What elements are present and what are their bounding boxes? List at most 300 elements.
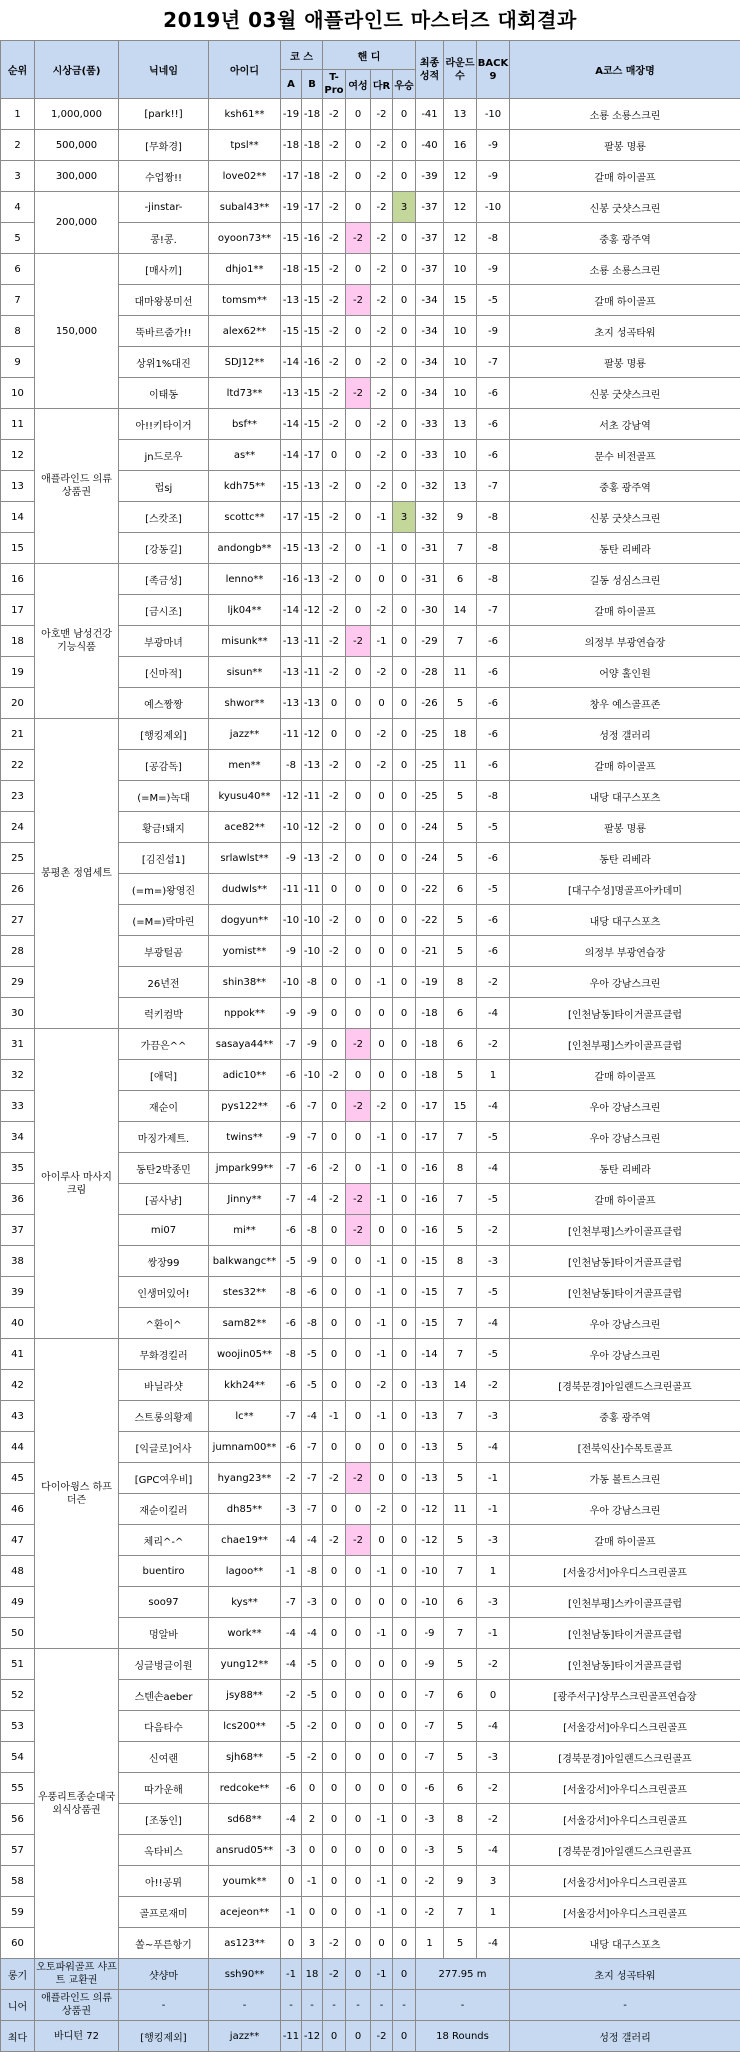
store-cell: 갈매 하이골프 — [510, 750, 740, 781]
back9-cell: -8 — [477, 223, 510, 254]
final-cell: -25 — [416, 719, 444, 750]
course-b-cell: -9 — [302, 998, 323, 1029]
course-a-cell: -7 — [281, 1587, 302, 1618]
course-b-cell: -13 — [302, 750, 323, 781]
final-cell: -37 — [416, 223, 444, 254]
female-cell: 0 — [346, 781, 371, 812]
course-b-cell: -15 — [302, 409, 323, 440]
id-cell: stes32** — [209, 1277, 281, 1308]
rounds-cell: 5 — [444, 936, 477, 967]
nickname-cell: 수업짱!! — [119, 161, 209, 192]
rank-cell: 32 — [1, 1060, 35, 1091]
course-a-cell: -18 — [281, 130, 302, 161]
id-cell: lcs200** — [209, 1711, 281, 1742]
store-cell: 성정 갤러리 — [510, 2021, 740, 2052]
female-cell: -2 — [346, 1184, 371, 1215]
back9-cell: 3 — [477, 1866, 510, 1897]
rounds-cell: 7 — [444, 1122, 477, 1153]
tpro-cell: -2 — [323, 254, 346, 285]
id-cell: dhjo1** — [209, 254, 281, 285]
header-handi: 핸 디 — [323, 41, 416, 70]
rank-cell: 25 — [1, 843, 35, 874]
nickname-cell: 재순이 — [119, 1091, 209, 1122]
nickname-cell: (=M=)락마린 — [119, 905, 209, 936]
multi-cell: -1 — [371, 1308, 393, 1339]
final-cell: 1 — [416, 1928, 444, 1959]
tpro-cell: -2 — [323, 812, 346, 843]
win-cell: 0 — [393, 130, 416, 161]
prize-cell: 150,000 — [35, 254, 119, 409]
rounds-cell: 7 — [444, 533, 477, 564]
tpro-cell: -2 — [323, 223, 346, 254]
rank-cell: 59 — [1, 1897, 35, 1928]
course-a-cell: 0 — [281, 1928, 302, 1959]
final-cell: -6 — [416, 1773, 444, 1804]
tpro-cell: 0 — [323, 1277, 346, 1308]
rounds-cell: 15 — [444, 1091, 477, 1122]
multi-cell: -2 — [371, 1494, 393, 1525]
rank-cell: 49 — [1, 1587, 35, 1618]
win-cell: 0 — [393, 657, 416, 688]
multi-cell: 0 — [371, 843, 393, 874]
final-cell: -13 — [416, 1370, 444, 1401]
special-row — [1, 1990, 740, 2021]
rounds-cell: 5 — [444, 1525, 477, 1556]
store-cell: 갈매 하이골프 — [510, 595, 740, 626]
rounds-cell: 5 — [444, 1432, 477, 1463]
multi-cell: 0 — [371, 688, 393, 719]
final-cell: -29 — [416, 626, 444, 657]
course-b-cell: -13 — [302, 843, 323, 874]
nickname-cell: (=M=)녹대 — [119, 781, 209, 812]
store-cell: 창우 예스골프존 — [510, 688, 740, 719]
back9-cell: -8 — [477, 564, 510, 595]
id-cell: men** — [209, 750, 281, 781]
multi-cell: 0 — [371, 1215, 393, 1246]
female-cell: 0 — [346, 1959, 371, 1990]
course-b-cell: -5 — [302, 1649, 323, 1680]
rank-cell: 16 — [1, 564, 35, 595]
nickname-cell: 샷샹마 — [119, 1959, 209, 1990]
win-cell: 0 — [393, 874, 416, 905]
store-cell: 가동 볼트스크린 — [510, 1463, 740, 1494]
store-cell: 동탄 리베라 — [510, 533, 740, 564]
female-cell: 0 — [346, 533, 371, 564]
rounds-cell: 13 — [444, 471, 477, 502]
female-cell: 0 — [346, 471, 371, 502]
back9-cell: -7 — [477, 347, 510, 378]
special-label-cell: 최다 — [1, 2021, 35, 2052]
course-b-cell: -7 — [302, 1122, 323, 1153]
back9-cell: -9 — [477, 316, 510, 347]
multi-cell: 0 — [371, 1587, 393, 1618]
rank-cell: 48 — [1, 1556, 35, 1587]
back9-cell: -3 — [477, 1587, 510, 1618]
nickname-cell: 바닐라샷 — [119, 1370, 209, 1401]
tpro-cell: -1 — [323, 1401, 346, 1432]
final-cell: -33 — [416, 440, 444, 471]
course-b-cell: -13 — [302, 564, 323, 595]
final-cell: -17 — [416, 1091, 444, 1122]
back9-cell: -10 — [477, 192, 510, 223]
multi-cell: -1 — [371, 1277, 393, 1308]
store-cell: 팔봉 명룡 — [510, 812, 740, 843]
female-cell: 0 — [346, 1401, 371, 1432]
multi-cell: -2 — [371, 719, 393, 750]
course-a-cell: -2 — [281, 1680, 302, 1711]
nickname-cell: 아!!키타이거 — [119, 409, 209, 440]
header-win: 우승 — [393, 70, 416, 99]
tpro-cell: 0 — [323, 1804, 346, 1835]
course-a-cell: -1 — [281, 1556, 302, 1587]
female-cell: 0 — [346, 1835, 371, 1866]
final-cell: -18 — [416, 998, 444, 1029]
tpro-cell: -2 — [323, 1463, 346, 1494]
rounds-cell: 18 — [444, 719, 477, 750]
female-cell: 0 — [346, 1370, 371, 1401]
tpro-cell: -2 — [323, 347, 346, 378]
id-cell: subal43** — [209, 192, 281, 223]
table-row — [1, 1649, 740, 1680]
final-cell: -3 — [416, 1804, 444, 1835]
nickname-cell: 마징가제트. — [119, 1122, 209, 1153]
back9-cell: -6 — [477, 905, 510, 936]
final-cell: -14 — [416, 1339, 444, 1370]
store-cell: 신봉 굿샷스크린 — [510, 378, 740, 409]
store-cell: 소룡 소룡스크린 — [510, 99, 740, 130]
female-cell: 0 — [346, 1556, 371, 1587]
prize-cell: 200,000 — [35, 192, 119, 254]
special-body — [1, 1959, 740, 2052]
id-cell: jazz** — [209, 719, 281, 750]
female-cell: 0 — [346, 1277, 371, 1308]
rounds-cell: 12 — [444, 161, 477, 192]
back9-cell: -5 — [477, 1339, 510, 1370]
table-row — [1, 1339, 740, 1370]
win-cell: 0 — [393, 1680, 416, 1711]
table-row — [1, 99, 740, 130]
id-cell: shwor** — [209, 688, 281, 719]
tpro-cell: 0 — [323, 1215, 346, 1246]
multi-cell: -2 — [371, 2021, 393, 2052]
rank-cell: 37 — [1, 1215, 35, 1246]
store-cell: 동탄 리베라 — [510, 843, 740, 874]
multi-cell: 0 — [371, 812, 393, 843]
id-cell: adic10** — [209, 1060, 281, 1091]
nickname-cell: buentiro — [119, 1556, 209, 1587]
table-row — [1, 254, 740, 285]
back9-cell: -6 — [477, 719, 510, 750]
female-cell: 0 — [346, 967, 371, 998]
multi-cell: 0 — [371, 1680, 393, 1711]
female-cell: 0 — [346, 1308, 371, 1339]
nickname-cell: 동탄2박종민 — [119, 1153, 209, 1184]
nickname-cell: [공감독] — [119, 750, 209, 781]
course-b-cell: -4 — [302, 1401, 323, 1432]
id-cell: alex62** — [209, 316, 281, 347]
special-result-cell: 277.95 m — [416, 1959, 510, 1990]
nickname-cell: [김진섭1] — [119, 843, 209, 874]
nickname-cell: [익글로]어사 — [119, 1432, 209, 1463]
tpro-cell: -2 — [323, 285, 346, 316]
id-cell: srlawlst** — [209, 843, 281, 874]
nickname-cell: mi07 — [119, 1215, 209, 1246]
tpro-cell: -2 — [323, 1184, 346, 1215]
rounds-cell: 5 — [444, 1928, 477, 1959]
course-a-cell: -7 — [281, 1401, 302, 1432]
female-cell: 0 — [346, 564, 371, 595]
win-cell: 0 — [393, 1091, 416, 1122]
final-cell: -10 — [416, 1587, 444, 1618]
win-cell: 0 — [393, 254, 416, 285]
rounds-cell: 16 — [444, 130, 477, 161]
final-cell: -16 — [416, 1184, 444, 1215]
back9-cell: -9 — [477, 130, 510, 161]
store-cell: 우아 강남스크린 — [510, 967, 740, 998]
tpro-cell: 0 — [323, 719, 346, 750]
rank-cell: 6 — [1, 254, 35, 285]
id-cell: work** — [209, 1618, 281, 1649]
female-cell: 0 — [346, 254, 371, 285]
tpro-cell: -2 — [323, 626, 346, 657]
rounds-cell: 7 — [444, 1897, 477, 1928]
female-cell: 0 — [346, 1649, 371, 1680]
back9-cell: -5 — [477, 1184, 510, 1215]
female-cell: 0 — [346, 1432, 371, 1463]
rank-cell: 22 — [1, 750, 35, 781]
course-b-cell: 18 — [302, 1959, 323, 1990]
store-cell: [서울강서]아우디스크린골프 — [510, 1773, 740, 1804]
win-cell: 0 — [393, 1866, 416, 1897]
back9-cell: -5 — [477, 285, 510, 316]
nickname-cell: 다음타수 — [119, 1711, 209, 1742]
rank-cell: 13 — [1, 471, 35, 502]
rank-cell: 8 — [1, 316, 35, 347]
win-cell: 0 — [393, 1060, 416, 1091]
prize-cell: 바디턴 72 — [35, 2021, 119, 2052]
rounds-cell: 7 — [444, 1184, 477, 1215]
rounds-cell: 7 — [444, 1401, 477, 1432]
nickname-cell: [GPC여우비] — [119, 1463, 209, 1494]
rounds-cell: 14 — [444, 1370, 477, 1401]
win-cell: 0 — [393, 1339, 416, 1370]
nickname-cell: 신여랜 — [119, 1742, 209, 1773]
female-cell: 0 — [346, 719, 371, 750]
rank-cell: 58 — [1, 1866, 35, 1897]
win-cell: 0 — [393, 440, 416, 471]
final-cell: -31 — [416, 533, 444, 564]
rounds-cell: 5 — [444, 1835, 477, 1866]
final-cell: -30 — [416, 595, 444, 626]
multi-cell: -1 — [371, 1897, 393, 1928]
rounds-cell: 10 — [444, 378, 477, 409]
back9-cell: 0 — [477, 1680, 510, 1711]
tpro-cell: 0 — [323, 998, 346, 1029]
rounds-cell: 10 — [444, 347, 477, 378]
tpro-cell: 0 — [323, 688, 346, 719]
female-cell: -2 — [346, 378, 371, 409]
back9-cell: -3 — [477, 1401, 510, 1432]
female-cell: -2 — [346, 1091, 371, 1122]
win-cell: 0 — [393, 998, 416, 1029]
back9-cell: -5 — [477, 1277, 510, 1308]
store-cell: 중홍 광주역 — [510, 223, 740, 254]
win-cell: 0 — [393, 1928, 416, 1959]
course-a-cell: -15 — [281, 533, 302, 564]
female-cell: 0 — [346, 750, 371, 781]
final-cell: -25 — [416, 750, 444, 781]
tpro-cell: 0 — [323, 1587, 346, 1618]
course-b-cell: -2 — [302, 1742, 323, 1773]
rank-cell: 1 — [1, 99, 35, 130]
store-cell: [인천부평]스카이골프클럽 — [510, 1029, 740, 1060]
win-cell: 3 — [393, 192, 416, 223]
back9-cell: -10 — [477, 99, 510, 130]
store-cell: 초지 성곡타워 — [510, 316, 740, 347]
multi-cell: -2 — [371, 99, 393, 130]
tpro-cell: 0 — [323, 874, 346, 905]
prize-cell: 300,000 — [35, 161, 119, 192]
final-cell: -41 — [416, 99, 444, 130]
win-cell: 0 — [393, 812, 416, 843]
table-row — [1, 1029, 740, 1060]
female-cell: 0 — [346, 192, 371, 223]
store-cell: [인천남동]타이거골프클럽 — [510, 998, 740, 1029]
tpro-cell: 0 — [323, 1246, 346, 1277]
id-cell: sisun** — [209, 657, 281, 688]
nickname-cell: 인생머있어! — [119, 1277, 209, 1308]
store-cell: [서울강서]아우디스크린골프 — [510, 1804, 740, 1835]
id-cell: misunk** — [209, 626, 281, 657]
id-cell: dh85** — [209, 1494, 281, 1525]
multi-cell: 0 — [371, 1835, 393, 1866]
nickname-cell: 쌍장99 — [119, 1246, 209, 1277]
course-b-cell: -1 — [302, 1866, 323, 1897]
tpro-cell: -2 — [323, 316, 346, 347]
store-cell: 갈매 하이골프 — [510, 1525, 740, 1556]
rank-cell: 39 — [1, 1277, 35, 1308]
rank-cell: 44 — [1, 1432, 35, 1463]
course-b-cell: -6 — [302, 1277, 323, 1308]
win-cell: 0 — [393, 316, 416, 347]
win-cell: 0 — [393, 285, 416, 316]
course-b-cell: -16 — [302, 223, 323, 254]
id-cell: nppok** — [209, 998, 281, 1029]
back9-cell: 1 — [477, 1556, 510, 1587]
back9-cell: -4 — [477, 1308, 510, 1339]
rounds-cell: 6 — [444, 1587, 477, 1618]
rounds-cell: 6 — [444, 1773, 477, 1804]
course-a-cell: -8 — [281, 1277, 302, 1308]
rounds-cell: 12 — [444, 192, 477, 223]
course-a-cell: -1 — [281, 1959, 302, 1990]
course-a-cell: -11 — [281, 719, 302, 750]
tpro-cell: 0 — [323, 967, 346, 998]
store-cell: 우아 강남스크린 — [510, 1494, 740, 1525]
female-cell: 0 — [346, 1587, 371, 1618]
win-cell: 0 — [393, 2021, 416, 2052]
table-row — [1, 719, 740, 750]
prize-cell: 1,000,000 — [35, 99, 119, 130]
nickname-cell: 상위1%대진 — [119, 347, 209, 378]
back9-cell: -1 — [477, 1463, 510, 1494]
tpro-cell: 0 — [323, 1897, 346, 1928]
course-a-cell: -12 — [281, 781, 302, 812]
back9-cell: -3 — [477, 1246, 510, 1277]
id-cell: shin38** — [209, 967, 281, 998]
win-cell: 0 — [393, 1153, 416, 1184]
female-cell: 0 — [346, 1866, 371, 1897]
final-cell: -25 — [416, 781, 444, 812]
rank-cell: 43 — [1, 1401, 35, 1432]
id-cell: oyoon73** — [209, 223, 281, 254]
course-b-cell: -9 — [302, 1246, 323, 1277]
store-cell: [서울강서]아우디스크린골프 — [510, 1897, 740, 1928]
win-cell: 3 — [393, 502, 416, 533]
nickname-cell: ^환이^ — [119, 1308, 209, 1339]
tpro-cell: -2 — [323, 1060, 346, 1091]
table-row — [1, 130, 740, 161]
tpro-cell: -2 — [323, 936, 346, 967]
store-cell: 갈매 하이골프 — [510, 285, 740, 316]
prize-cell: 다이아윙스 하프 더즌 — [35, 1339, 119, 1649]
final-cell: -31 — [416, 564, 444, 595]
back9-cell: -4 — [477, 1928, 510, 1959]
rounds-cell: 8 — [444, 1804, 477, 1835]
tpro-cell: -2 — [323, 595, 346, 626]
rounds-cell: 5 — [444, 1742, 477, 1773]
header-course-a: A — [281, 70, 302, 99]
rank-cell: 3 — [1, 161, 35, 192]
win-cell: 0 — [393, 1773, 416, 1804]
rounds-cell: 7 — [444, 1556, 477, 1587]
rounds-cell: 12 — [444, 223, 477, 254]
store-cell: 내당 대구스포츠 — [510, 1928, 740, 1959]
course-a-cell: -4 — [281, 1804, 302, 1835]
course-b-cell: -18 — [302, 130, 323, 161]
final-cell: -13 — [416, 1401, 444, 1432]
id-cell: pys122** — [209, 1091, 281, 1122]
course-a-cell: -11 — [281, 874, 302, 905]
course-b-cell: -18 — [302, 161, 323, 192]
final-cell: -24 — [416, 843, 444, 874]
special-row — [1, 2021, 740, 2052]
store-cell: 의정부 부광연습장 — [510, 936, 740, 967]
back9-cell: -2 — [477, 1029, 510, 1060]
store-cell: [대구수성]명골프아카데미 — [510, 874, 740, 905]
tpro-cell: -2 — [323, 781, 346, 812]
course-a-cell: -10 — [281, 967, 302, 998]
tpro-cell: 0 — [323, 1029, 346, 1060]
course-b-cell: 2 — [302, 1804, 323, 1835]
course-a-cell: -3 — [281, 1494, 302, 1525]
course-a-cell: -4 — [281, 1618, 302, 1649]
nickname-cell: [무화경] — [119, 130, 209, 161]
back9-cell: -6 — [477, 409, 510, 440]
back9-cell: -1 — [477, 1494, 510, 1525]
course-a-cell: -19 — [281, 192, 302, 223]
rank-cell: 15 — [1, 533, 35, 564]
course-a-cell: -4 — [281, 1525, 302, 1556]
multi-cell: -1 — [371, 1184, 393, 1215]
nickname-cell: 무화경킬러 — [119, 1339, 209, 1370]
rounds-cell: 15 — [444, 285, 477, 316]
win-cell: 0 — [393, 595, 416, 626]
nickname-cell: [행킹제외] — [119, 2021, 209, 2052]
rank-cell: 4 — [1, 192, 35, 223]
final-cell: -22 — [416, 905, 444, 936]
id-cell: dogyun** — [209, 905, 281, 936]
